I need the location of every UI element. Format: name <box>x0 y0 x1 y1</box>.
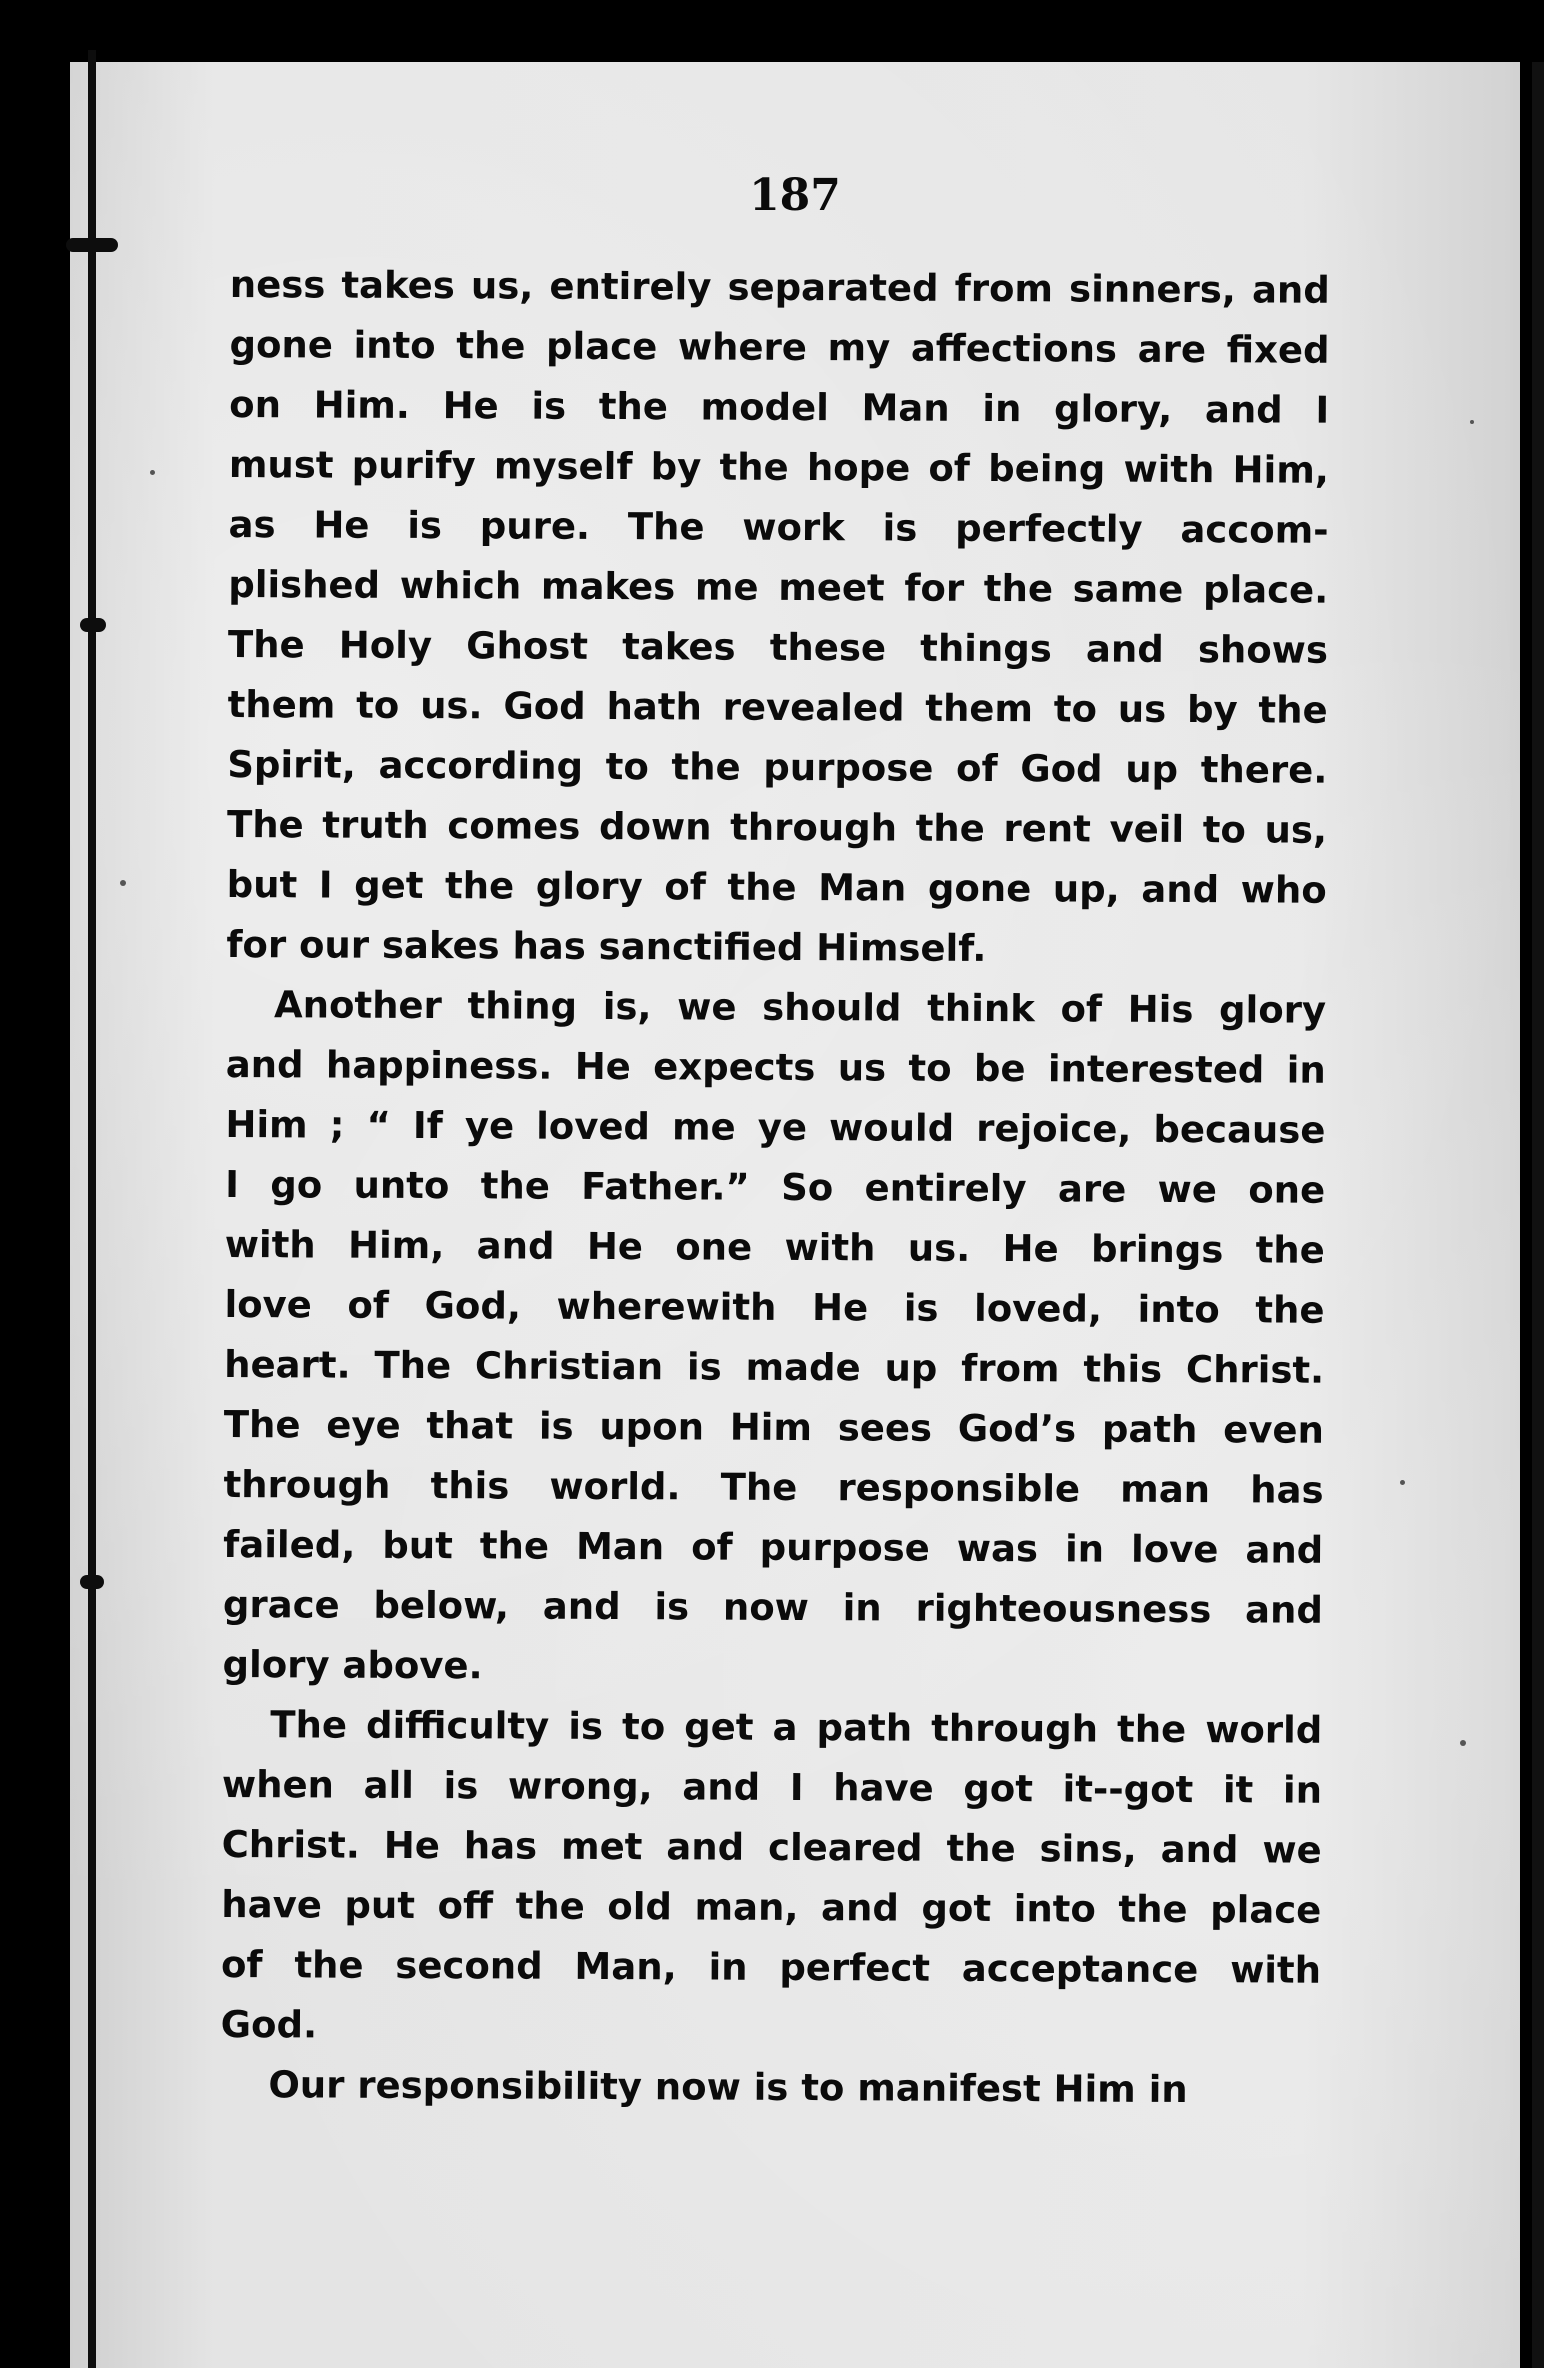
text-line: The difficulty is to get a path through the world <box>270 1703 1323 1752</box>
text-line: The truth comes down through the rent veil to us, <box>226 802 1328 852</box>
page-edge <box>1532 62 1544 2368</box>
paper-speck <box>1470 420 1474 424</box>
text-line: Our responsibility now is to manifest Him in <box>268 2063 1188 2112</box>
binding-spine <box>88 50 96 2368</box>
paper-speck <box>1460 1740 1466 1746</box>
text-line: when all is wrong, and I have got it--got it in <box>221 1762 1323 1812</box>
text-line: for our sakes has sanctified Himself. <box>226 922 987 970</box>
text-line: with Him, and He one with us. He brings the <box>224 1222 1325 1272</box>
text-line: of the second Man, in perfect acceptance with <box>220 1942 1322 1992</box>
text-line: I go unto the Father.” So entirely are we one <box>225 1162 1326 1212</box>
text-line: Spirit, according to the purpose of God up there. <box>227 742 1328 792</box>
binding-mark <box>80 1575 104 1589</box>
text-line: as He is pure. The work is perfectly accom- <box>228 502 1329 552</box>
paper-speck <box>150 470 155 475</box>
text-line: gone into the place where my affections are fixed <box>229 322 1330 372</box>
text-line: grace below, and is now in righteousness and <box>222 1582 1324 1632</box>
binding-mark <box>66 238 118 252</box>
binding-mark <box>80 618 106 632</box>
text-line: Him ; “ If ye loved me ye would rejoice, because <box>225 1102 1326 1152</box>
paper-speck <box>1400 1480 1405 1485</box>
text-line: on Him. He is the model Man in glory, and I <box>229 382 1330 432</box>
text-line: glory above. <box>222 1642 483 1688</box>
text-line: heart. The Christian is made up from this Christ. <box>224 1342 1325 1392</box>
text-line: through this world. The responsible man has <box>223 1462 1324 1512</box>
text-line: Another thing is, we should think of His glory <box>273 983 1327 1032</box>
text-line: must purify myself by the hope of being with Him, <box>228 442 1330 492</box>
text-line: and happiness. He expects us to be interested in <box>225 1042 1326 1092</box>
body-text <box>220 255 1330 2121</box>
text-line: but I get the glory of the Man gone up, and who <box>226 862 1327 912</box>
text-line: have put off the old man, and got into the place <box>221 1882 1322 1932</box>
text-line: Christ. He has met and cleared the sins, and we <box>221 1822 1322 1872</box>
text-line: them to us. God hath revealed them to us by the <box>227 682 1328 732</box>
text-line: The eye that is upon Him sees God’s path even <box>223 1402 1324 1452</box>
text-line: God. <box>220 2002 318 2047</box>
text-line: failed, but the Man of purpose was in love and <box>223 1522 1324 1572</box>
text-line: The Holy Ghost takes these things and shows <box>227 622 1329 672</box>
text-line: ness takes us, entirely separated from sinners, and <box>229 262 1330 312</box>
text-line: love of God, wherewith He is loved, into the <box>224 1282 1325 1332</box>
page-number: 187 <box>749 170 841 221</box>
text-line: plished which makes me meet for the same place. <box>228 562 1329 612</box>
paper-speck <box>120 880 126 886</box>
